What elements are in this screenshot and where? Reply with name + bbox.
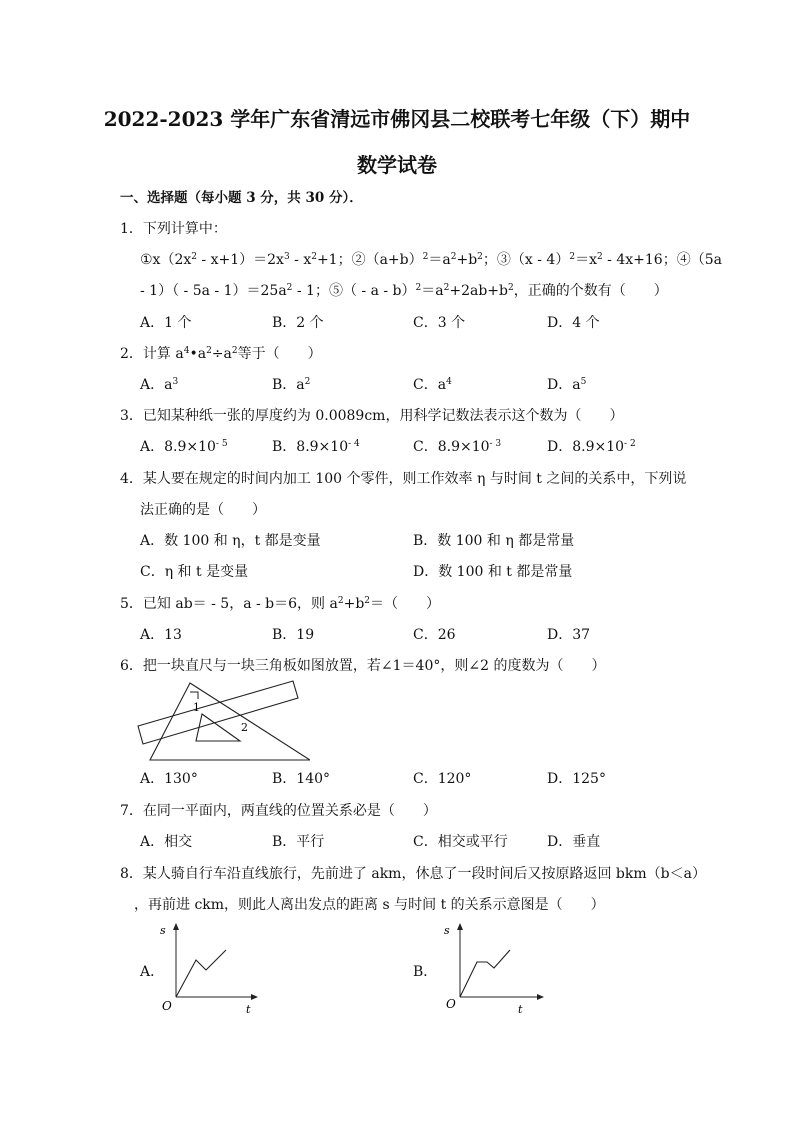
q2-option-a: A．$a^3$: [140, 377, 179, 393]
q3-option-d: D．$8.9\times 10^{- 2}$: [547, 439, 636, 455]
y-axis-arrow-icon: [173, 923, 179, 930]
q8-graph-a: [156, 920, 266, 1020]
q7-option-b: B．平行: [272, 834, 325, 850]
origin-label: O: [446, 997, 456, 1011]
q8-graph-b: [442, 920, 552, 1020]
q7-stem: 7．在同一平面内，两直线的位置关系必是（ ）: [120, 803, 437, 819]
q6-option-c: C．120°: [413, 771, 472, 787]
page-title-line2: 数学试卷: [357, 153, 437, 177]
graph-b-line: [460, 950, 510, 997]
q1-expr-line1: $①x(2x^2 - x+1)=2x^3 - x^2+1$；$②(a+b)^2=a^2+b^2$；③（x - $4)^2=x^2 - 4x+16$；④（5a: [140, 252, 722, 268]
t-axis-label: t: [246, 1003, 251, 1016]
q4-stem-line1: 4．某人要在规定的时间内加工 100 个零件，则工作效率 η 与时间 t 之间的关系中，下列说: [120, 471, 687, 487]
q8-option-b-label: B．: [413, 964, 438, 980]
q3-option-b: B．$8.9\times 10^{- 4}$: [272, 439, 360, 455]
q5-option-b: B．19: [272, 627, 315, 643]
q1-option-a: A．1 个: [140, 315, 192, 331]
page-title-line1: 2022-2023 学年广东省清远市佛冈县二校联考七年级（下）期中: [103, 107, 691, 131]
q7-option-c: C．相交或平行: [413, 834, 508, 850]
y-axis-arrow-icon: [457, 923, 463, 930]
s-axis-label: s: [444, 924, 450, 937]
q2-option-b: B．$a^2$: [272, 377, 311, 393]
q5-option-c: C．26: [413, 627, 456, 643]
q1-stem: 1．下列计算中：: [120, 221, 227, 237]
q2-stem: 2．计算 $a^4•a^2\div a^2$等于（ ）: [120, 346, 322, 362]
q1-option-d: D．4 个: [547, 315, 600, 331]
angle-2-label: 2: [241, 721, 248, 734]
q6-option-d: D．125°: [547, 771, 606, 787]
q2-option-d: D．$a^5$: [547, 377, 587, 393]
q4-option-a: A．数 100 和 η，t 都是变量: [140, 533, 321, 549]
q3-option-a: A．$8.9\times 10^{- 5}$: [140, 439, 228, 455]
x-axis-arrow-icon: [251, 994, 258, 1000]
q7-option-d: D．垂直: [547, 834, 601, 850]
q8-stem-line1: 8．某人骑自行车沿直线旅行，先前进了 akm，休息了一段时间后又按原路返回 bkm（b＜a）: [120, 866, 706, 882]
q6-ruler-triangle-figure: [130, 678, 310, 764]
q6-option-b: B．140°: [272, 771, 331, 787]
q4-stem-line2: 法正确的是（ ）: [140, 502, 266, 518]
q4-option-c: C．η 和 t 是变量: [140, 564, 249, 580]
q8-option-a-label: A．: [140, 964, 165, 980]
origin-label: O: [162, 999, 172, 1013]
q6-option-a: A．130°: [140, 771, 198, 787]
s-axis-label: s: [160, 924, 166, 937]
q8-stem-line2: ，再前进 ckm，则此人离出发点的距离 s 与时间 t 的关系示意图是（ ）: [134, 897, 605, 913]
q5-option-d: D．37: [547, 627, 591, 643]
section-heading: 一、选择题（每小题 3 分，共 30 分）．: [120, 190, 363, 206]
q4-option-b: B．数 100 和 η 都是常量: [413, 533, 575, 549]
q3-stem: 3．已知某种纸一张的厚度约为 0.0089cm，用科学记数法表示这个数为（ ）: [120, 408, 624, 424]
angle-1-label: 1: [193, 701, 200, 714]
graph-a-line: [176, 950, 226, 997]
q1-expr-line2: - $1)( - 5a - 1)=25a^2 - 1$；⑤（ - $a - b)^2=a^2+2ab+b^2$，正确的个数有（ ）: [140, 283, 668, 299]
triangle-inner: [196, 714, 240, 741]
q1-option-c: C．3 个: [413, 315, 466, 331]
q7-option-a: A．相交: [140, 834, 193, 850]
triangle-outer: [150, 683, 310, 760]
q6-stem: 6．把一块直尺与一块三角板如图放置，若∠1＝40°，则∠2 的度数为（ ）: [120, 658, 606, 674]
q1-option-b: B．2 个: [272, 315, 324, 331]
q4-option-d: D．数 100 和 t 都是常量: [413, 564, 573, 580]
right-angle-mark: [190, 692, 198, 699]
q5-stem: 5．已知 ab＝ - 5，a - b＝6，则 $a^2+b^2=$（ ）: [120, 596, 441, 612]
q2-option-c: C．$a^4$: [413, 377, 452, 393]
q3-option-c: C．$8.9\times 10^{- 3}$: [413, 439, 502, 455]
ruler: [138, 681, 298, 744]
x-axis-arrow-icon: [537, 994, 544, 1000]
q5-option-a: A．13: [140, 627, 182, 643]
t-axis-label: t: [518, 1003, 523, 1016]
